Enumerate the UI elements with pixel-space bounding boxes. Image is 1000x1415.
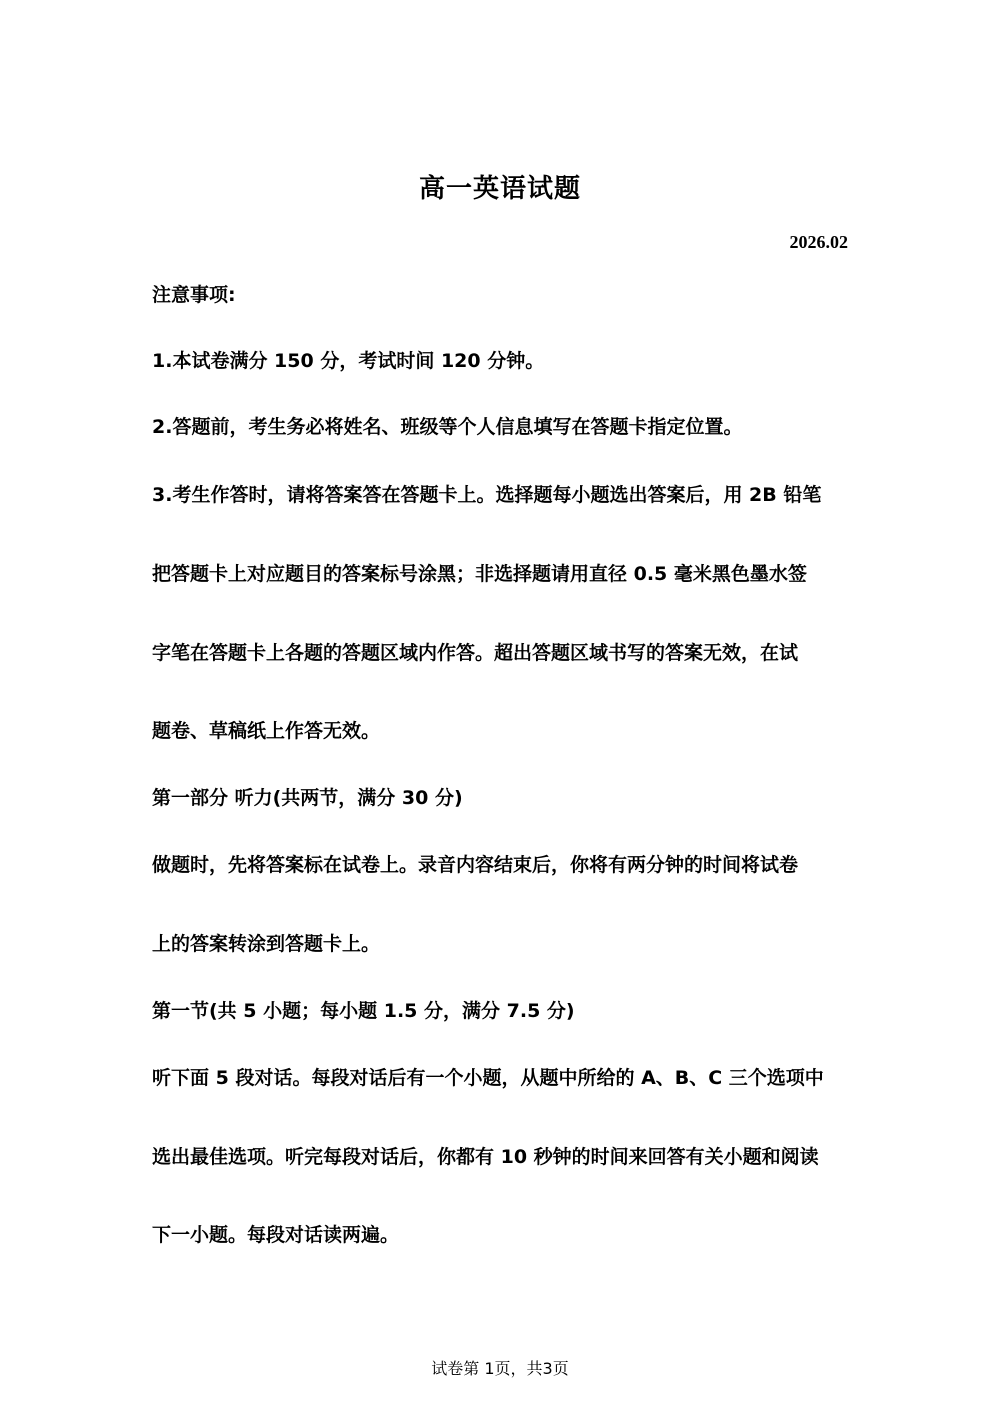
notice-item-2: 2.答题前，考生务必将姓名、班级等个人信息填写在答题卡指定位置。 <box>152 416 743 438</box>
notice-heading: 注意事项: <box>152 284 236 306</box>
page-footer: 试卷第 1页，共3页 <box>431 1359 569 1378</box>
section-one-instruction-line-1: 听下面 5 段对话。每段对话后有一个小题，从题中所给的 A、B、C 三个选项中 <box>152 1067 824 1089</box>
section-one-instruction-line-3: 下一小题。每段对话读两遍。 <box>152 1224 400 1246</box>
part-one-instruction-line-1: 做题时，先将答案标在试卷上。录音内容结束后，你将有两分钟的时间将试卷 <box>152 854 799 876</box>
section-one-heading: 第一节(共 5 小题；每小题 1.5 分，满分 7.5 分) <box>152 1000 575 1022</box>
notice-item-3-line-3: 字笔在答题卡上各题的答题区域内作答。超出答题区域书写的答案无效，在试 <box>152 642 799 664</box>
exam-date: 2026.02 <box>789 232 848 252</box>
section-one-instruction-line-2: 选出最佳选项。听完每段对话后，你都有 10 秒钟的时间来回答有关小题和阅读 <box>152 1146 819 1168</box>
notice-item-3-line-2: 把答题卡上对应题目的答案标号涂黑；非选择题请用直径 0.5 毫米黑色墨水签 <box>152 563 807 585</box>
part-one-heading: 第一部分 听力(共两节，满分 30 分) <box>152 787 463 809</box>
exam-title: 高一英语试题 <box>418 174 581 204</box>
part-one-instruction-line-2: 上的答案转涂到答题卡上。 <box>152 933 381 955</box>
notice-item-3-line-1: 3.考生作答时，请将答案答在答题卡上。选择题每小题选出答案后，用 2B 铅笔 <box>152 484 822 506</box>
notice-item-3-line-4: 题卷、草稿纸上作答无效。 <box>152 720 381 742</box>
notice-item-1: 1.本试卷满分 150 分，考试时间 120 分钟。 <box>152 350 545 372</box>
